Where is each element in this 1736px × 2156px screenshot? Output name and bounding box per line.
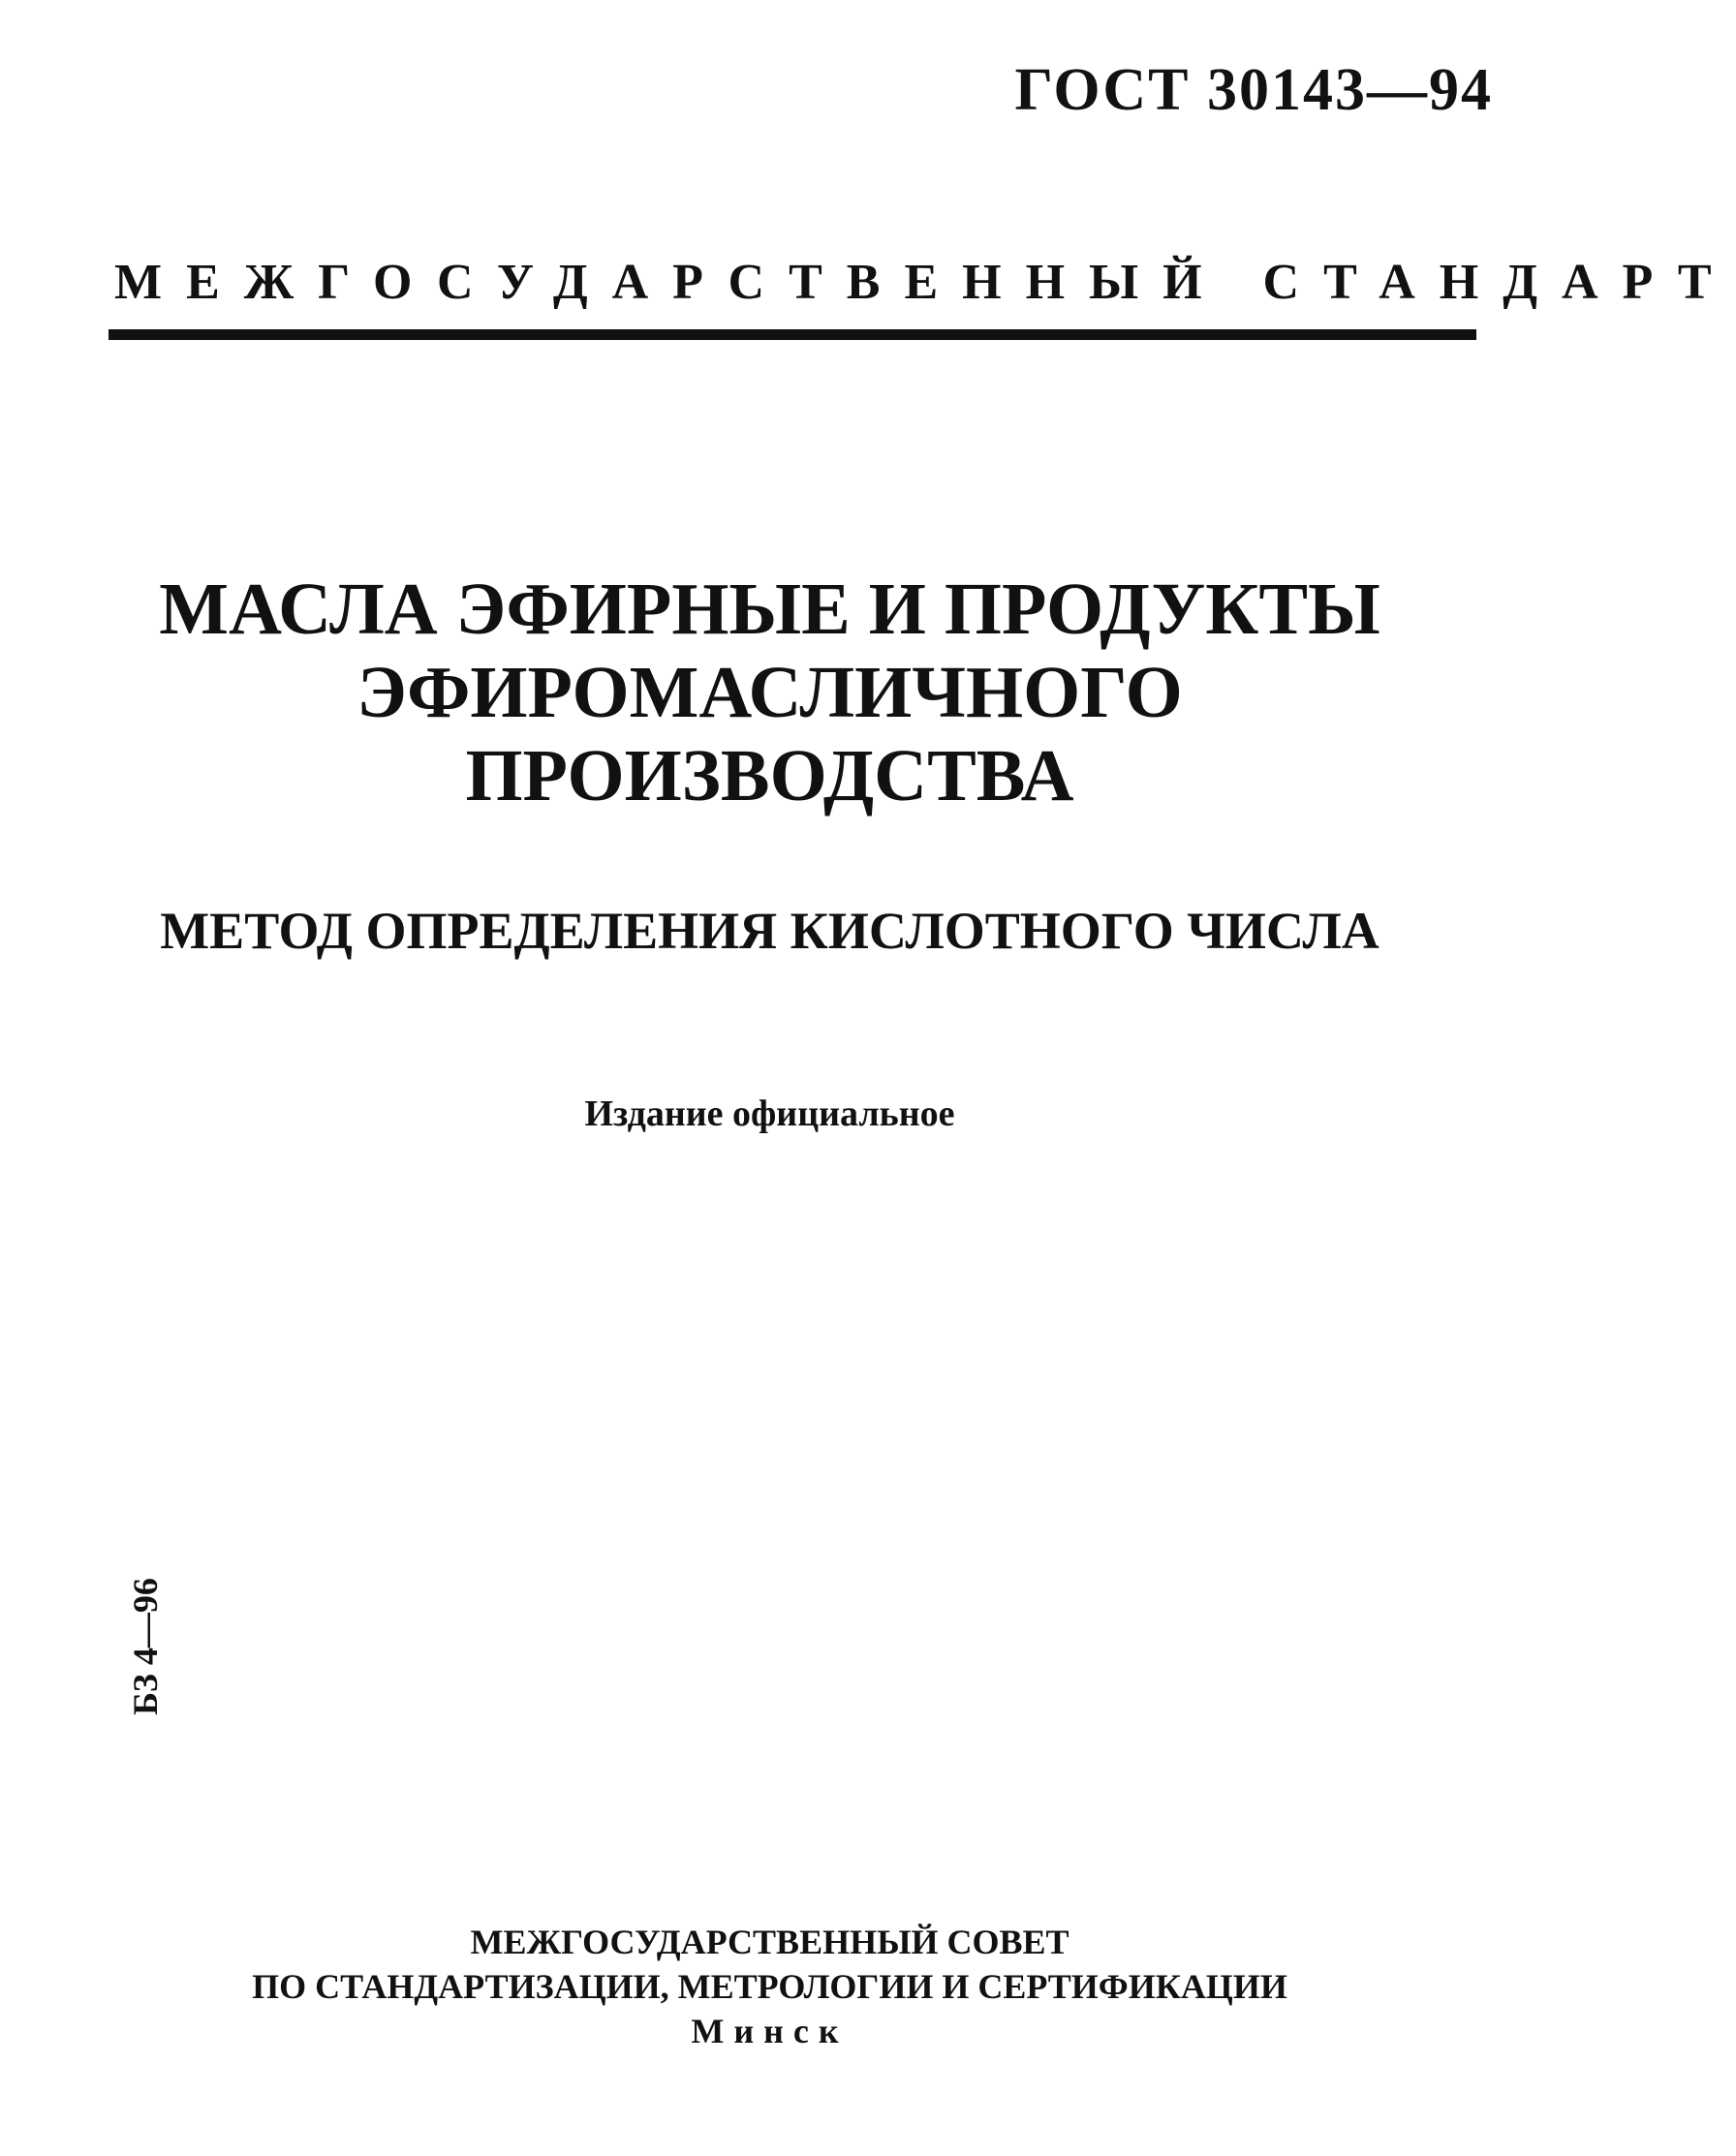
publisher-city: Минск	[691, 2012, 849, 2050]
publisher-line-2: ПО СТАНДАРТИЗАЦИИ, МЕТРОЛОГИИ И СЕРТИФИКАЦИИ	[252, 1967, 1287, 2006]
publisher-line-1: МЕЖГОСУДАРСТВЕННЫЙ СОВЕТ	[470, 1923, 1070, 1961]
header-rule	[108, 329, 1476, 340]
standard-type-heading: МЕЖГОСУДАРСТВЕННЫЙ СТАНДАРТ	[114, 255, 1736, 310]
document-number: ГОСТ 30143—94	[1014, 57, 1493, 123]
side-code: БЗ 4—96	[126, 1578, 165, 1715]
main-title-line-1: МАСЛА ЭФИРНЫЕ И ПРОДУКТЫ	[159, 569, 1380, 650]
publisher-block	[0, 1920, 1539, 2053]
edition-label: Издание официальное	[584, 1093, 955, 1134]
main-title	[0, 568, 1539, 817]
main-title-line-3: ПРОИЗВОДСТВА	[465, 735, 1074, 816]
main-title-line-2: ЭФИРОМАСЛИЧНОГО	[356, 652, 1183, 733]
subtitle: МЕТОД ОПРЕДЕЛЕНИЯ КИСЛОТНОГО ЧИСЛА	[160, 902, 1380, 960]
